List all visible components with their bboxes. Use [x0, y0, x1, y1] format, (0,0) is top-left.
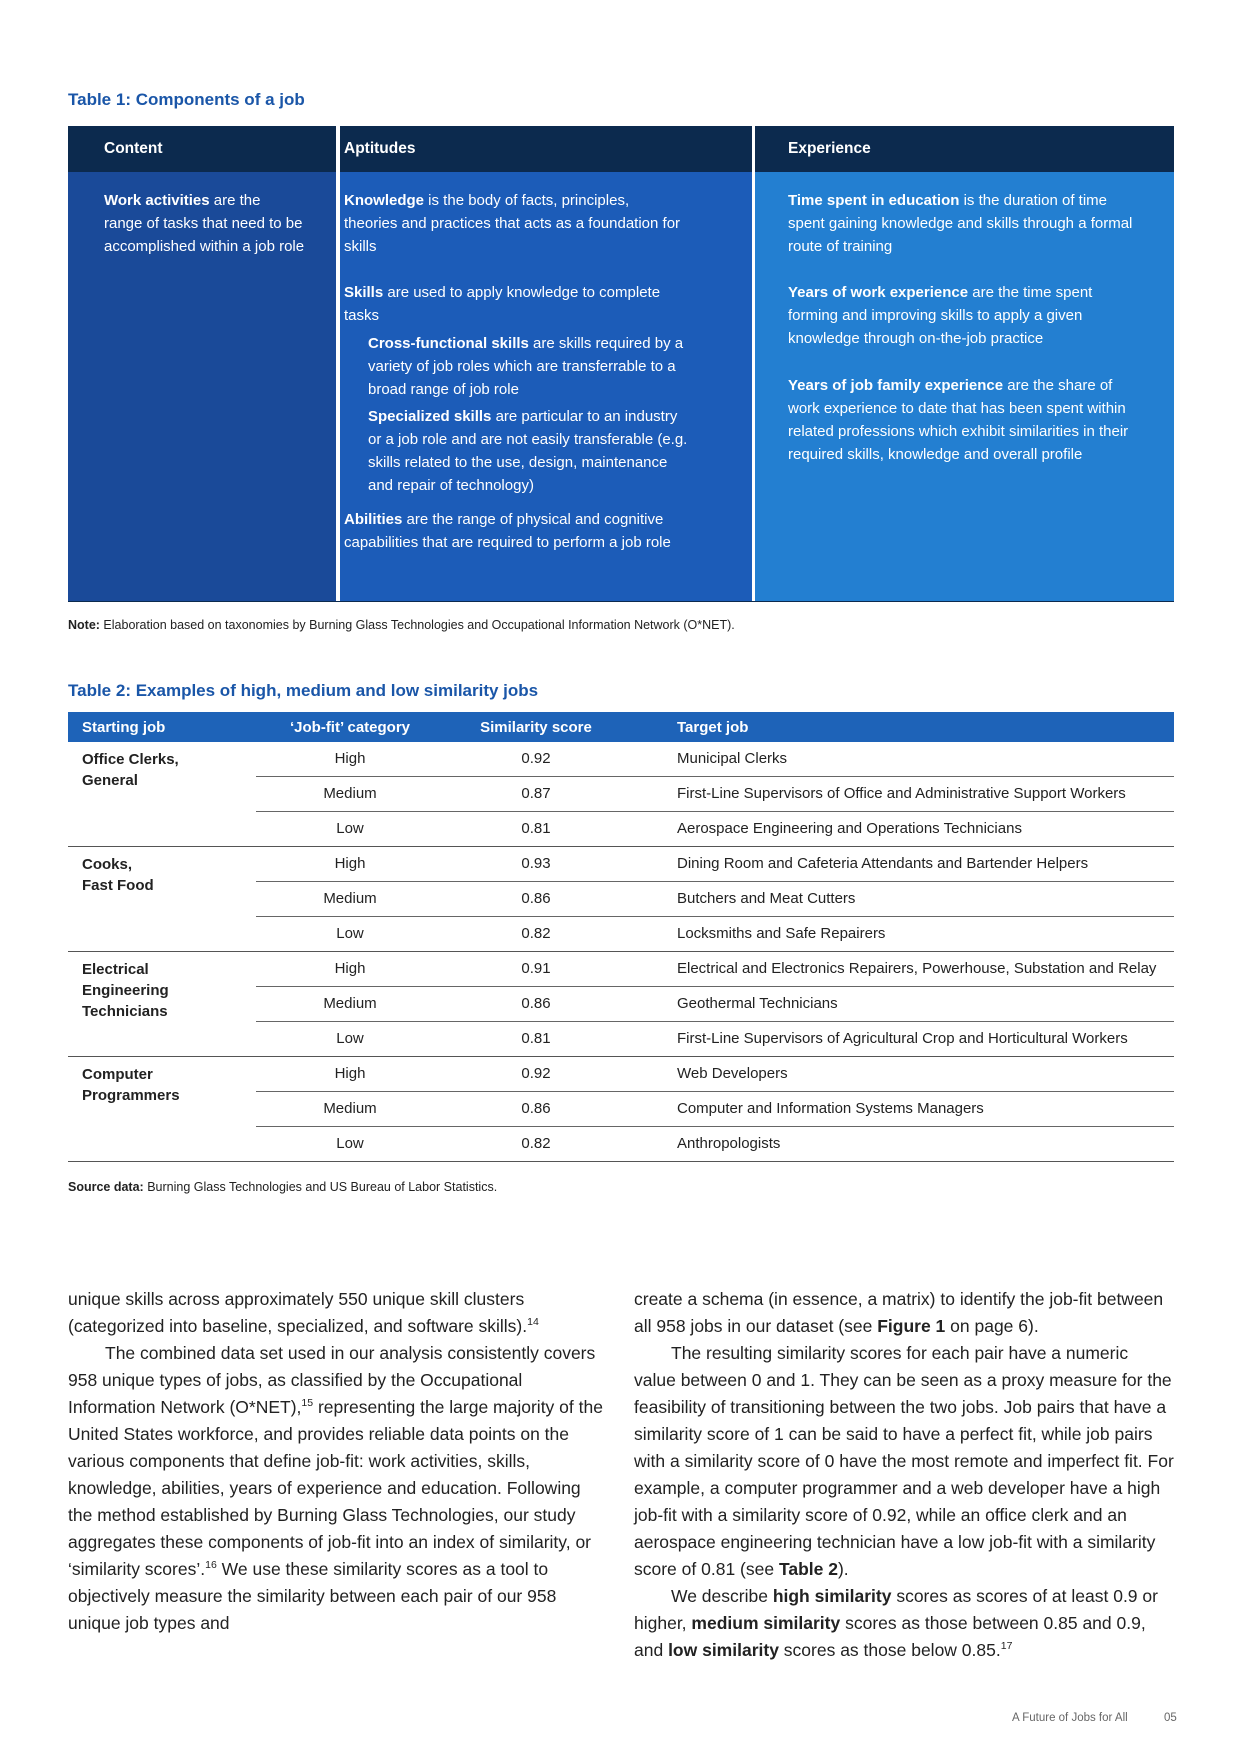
starting-job [82, 854, 154, 896]
def-text: or a job role and are not easily transferable (e.g. [368, 431, 688, 448]
def-text: theories and practices that acts as a foundation for [344, 215, 681, 232]
starting-job-line: Electrical [82, 961, 149, 978]
def-text: are the time spent [968, 284, 1093, 301]
def-text: related professions which exhibit similarities in their [788, 423, 1129, 440]
footnote-ref[interactable]: 15 [301, 1397, 314, 1410]
table1-body-experience [755, 172, 1174, 602]
table-row [256, 812, 1174, 847]
table1-header-content [68, 126, 336, 172]
footnote-ref[interactable]: 14 [527, 1316, 539, 1329]
note-text: Elaboration based on taxonomies by Burning Glass Technologies and Occupational Information Network (O*NET). [99, 618, 735, 632]
def-text: are skills required by a [528, 335, 684, 352]
def-text: required skills, knowledge and overall profile [788, 446, 1083, 463]
table1-title: Table 1: Components of a job [68, 90, 305, 109]
footnote-ref[interactable]: 17 [1000, 1640, 1013, 1653]
text: on page 6). [945, 1316, 1039, 1336]
table-row [256, 1092, 1174, 1127]
term: Specialized skills [368, 408, 492, 425]
table-row [256, 1057, 1174, 1092]
work-experience-def [788, 281, 1168, 350]
text: create a schema (in essence, a matrix) to identify the job-fit between all 958 jobs in our dataset (see [634, 1289, 1164, 1336]
header-label: Aptitudes [344, 140, 416, 157]
term: Skills [344, 284, 384, 301]
similarity-score: 0.81 [521, 820, 551, 837]
table-reference[interactable]: Table 2 [778, 1559, 838, 1579]
def-text: broad range of job role [368, 381, 519, 398]
abilities-def [344, 508, 744, 554]
group-divider [68, 1161, 1174, 1162]
header-label: Experience [788, 140, 871, 157]
jobfit-category: High [334, 855, 366, 872]
emphasis: medium similarity [691, 1613, 841, 1633]
def-text: is the duration of time [959, 192, 1107, 209]
starting-job [82, 749, 179, 791]
table-row [256, 917, 1174, 952]
term: Years of work experience [788, 284, 969, 301]
similarity-score: 0.93 [521, 855, 551, 872]
text: ). [837, 1559, 849, 1579]
knowledge-def [344, 189, 744, 258]
def-text: skills related to the use, design, maintenance [368, 454, 668, 471]
jobfit-category: High [334, 960, 366, 977]
similarity-score: 0.87 [521, 785, 551, 802]
def-text: range of tasks that need to be [104, 215, 303, 232]
starting-job-line: Cooks, [82, 856, 133, 873]
def-text: variety of job roles which are transferrable to a [368, 358, 676, 375]
def-text: tasks [344, 307, 380, 324]
table2-header [68, 712, 1174, 742]
similarity-score: 0.82 [521, 1135, 551, 1152]
jobfit-category: Medium [323, 785, 377, 802]
paragraph [68, 1286, 608, 1340]
text: We describe [671, 1586, 773, 1606]
target-job: Dining Room and Cafeteria Attendants and Bartender Helpers [677, 855, 1089, 872]
table1-col-experience [755, 126, 1174, 602]
def-text: are the share of [1003, 377, 1113, 394]
similarity-score: 0.92 [521, 1065, 551, 1082]
def-text: and repair of technology) [368, 477, 534, 494]
starting-job-line: Office Clerks, [82, 751, 179, 768]
source-label: Source data: [68, 1180, 144, 1194]
job-family-experience-def [788, 374, 1168, 466]
target-job: Anthropologists [677, 1135, 781, 1152]
similarity-score: 0.86 [521, 890, 551, 907]
table1-note [68, 618, 735, 632]
def-text: are the range of physical and cognitive [402, 511, 664, 528]
table-row [256, 742, 1174, 777]
text: scores as those below 0.85. [778, 1640, 1001, 1660]
target-job: Computer and Information Systems Managers [677, 1100, 984, 1117]
starting-job-line: Technicians [82, 1003, 168, 1020]
figure-reference[interactable]: Figure 1 [877, 1316, 946, 1336]
table2-title: Table 2: Examples of high, medium and low similarity jobs [68, 681, 539, 700]
text: The combined data set used in our analysis consistently covers 958 unique types of jobs, as classified by the Occupational Information Network (O*NET), [68, 1343, 596, 1417]
emphasis: high similarity [772, 1586, 892, 1606]
page-number: 05 [1164, 1712, 1177, 1724]
footnote-ref[interactable]: 16 [205, 1559, 217, 1572]
text: We use these similarity scores as a tool to objectively measure the similarity between each pair of our 958 unique job types and [68, 1559, 557, 1633]
body-right-column [634, 1286, 1174, 1664]
paragraph [634, 1583, 1174, 1664]
table1-header-experience [755, 126, 1174, 172]
jobfit-category: Medium [323, 890, 377, 907]
skills-def [344, 281, 744, 327]
text: scores as scores of at least 0.9 or higher, [634, 1586, 1158, 1633]
note-label: Note: [68, 618, 100, 632]
table-row [256, 1127, 1174, 1162]
def-text: is the body of facts, principles, [424, 192, 630, 209]
similarity-score: 0.82 [521, 925, 551, 942]
def-text: forming and improving skills to apply a given [788, 307, 1083, 324]
jobfit-category: High [334, 750, 366, 767]
def-text: are the [209, 192, 261, 209]
header-label: Content [104, 140, 163, 157]
header-starting-job: Starting job [82, 719, 166, 736]
header-category: ‘Job-fit’ category [289, 719, 411, 736]
table1-col-content [68, 126, 336, 602]
term: Work activities [104, 192, 210, 209]
text: scores as those between 0.85 and 0.9, and [634, 1613, 1146, 1660]
jobfit-category: Low [336, 1135, 364, 1152]
term: Time spent in education [788, 192, 960, 209]
target-job: Aerospace Engineering and Operations Technicians [677, 820, 1022, 837]
table1-body-aptitudes [340, 172, 752, 602]
target-job: Geothermal Technicians [677, 995, 838, 1012]
target-job: First-Line Supervisors of Agricultural Crop and Horticultural Workers [677, 1030, 1128, 1047]
def-text: knowledge through on-the-job practice [788, 330, 1044, 347]
table1-col-aptitudes [340, 126, 752, 602]
starting-job [82, 959, 169, 1022]
jobfit-category: Medium [323, 1100, 377, 1117]
similarity-score: 0.91 [521, 960, 551, 977]
def-text: accomplished within a job role [104, 238, 305, 255]
paragraph [634, 1286, 1174, 1340]
header-target-job: Target job [677, 719, 749, 736]
term: Years of job family experience [788, 377, 1004, 394]
table1-header-aptitudes [340, 126, 752, 172]
table2-source [68, 1180, 497, 1194]
similarity-score: 0.81 [521, 1030, 551, 1047]
jobfit-category: Low [336, 925, 364, 942]
term: Abilities [344, 511, 403, 528]
footer-title: A Future of Jobs for All [1012, 1712, 1128, 1724]
starting-job-line: Engineering [82, 982, 169, 999]
similarity-score: 0.86 [521, 995, 551, 1012]
cross-functional-skills-def [368, 332, 748, 401]
term: Knowledge [344, 192, 425, 209]
starting-job-line: Programmers [82, 1087, 180, 1104]
table-bottom-rule [68, 601, 1174, 602]
table-row [256, 777, 1174, 812]
target-job: Web Developers [677, 1065, 788, 1082]
text: The resulting similarity scores for each pair have a numeric value between 0 and 1. They can be seen as a proxy measure for the feasibility of transitioning between the two jobs. Job pairs that have a similarity score of 1 can be said to have a perfect fit, while job pairs with a similarity score of 0 have the most remote and imperfect fit. For example, a computer programmer and a web developer have a high job-fit with a similarity score of 0.92, while an office clerk and an aerospace engineering technician have a low job-fit with a similarity score of 0.81 (see [634, 1343, 1174, 1579]
work-activities-def [104, 189, 334, 258]
education-def [788, 189, 1168, 258]
def-text: route of training [788, 238, 893, 255]
def-text: are particular to an industry [491, 408, 678, 425]
table-row [256, 1022, 1174, 1057]
starting-job-line: Fast Food [82, 877, 154, 894]
table1 [68, 126, 1174, 602]
similarity-score: 0.86 [521, 1100, 551, 1117]
paragraph [634, 1340, 1174, 1583]
table1-body-content [68, 172, 336, 602]
specialized-skills-def [368, 405, 748, 497]
term: Cross-functional skills [368, 335, 529, 352]
def-text: are used to apply knowledge to complete [383, 284, 661, 301]
paragraph [68, 1340, 608, 1637]
table-row [256, 952, 1174, 987]
target-job: Electrical and Electronics Repairers, Powerhouse, Substation and Relay [677, 960, 1157, 977]
jobfit-category: Low [336, 820, 364, 837]
table-row [256, 847, 1174, 882]
target-job: Locksmiths and Safe Repairers [677, 925, 886, 942]
emphasis: low similarity [668, 1640, 779, 1660]
table-row [256, 987, 1174, 1022]
header-score: Similarity score [480, 719, 592, 736]
text: representing the large majority of the United States workforce, and provides reliable data points on the various components that define job-fit: work activities, skills, knowledge, abilities, years of experience and education. Following the method established by Burning Glass Technologies, our study aggregates these components of job-fit into an index of similarity, or ‘similarity scores’. [68, 1397, 603, 1579]
text: unique skills across approximately 550 unique skill clusters (categorized into baseline, specialized, and software skills). [68, 1289, 528, 1336]
starting-job [82, 1064, 180, 1106]
starting-job-line: General [82, 772, 138, 789]
def-text: work experience to date that has been spent within [788, 400, 1126, 417]
jobfit-category: Low [336, 1030, 364, 1047]
def-text: skills [344, 238, 377, 255]
similarity-score: 0.92 [521, 750, 551, 767]
def-text: spent gaining knowledge and skills through a formal [788, 215, 1133, 232]
def-text: capabilities that are required to perform a job role [344, 534, 671, 551]
target-job: Municipal Clerks [677, 750, 788, 767]
jobfit-category: High [334, 1065, 366, 1082]
table-row [256, 882, 1174, 917]
source-text: Burning Glass Technologies and US Bureau of Labor Statistics. [143, 1180, 498, 1194]
target-job: Butchers and Meat Cutters [677, 890, 856, 907]
starting-job-line: Computer [82, 1066, 153, 1083]
jobfit-category: Medium [323, 995, 377, 1012]
target-job: First-Line Supervisors of Office and Administrative Support Workers [677, 785, 1126, 802]
body-left-column [68, 1286, 608, 1637]
